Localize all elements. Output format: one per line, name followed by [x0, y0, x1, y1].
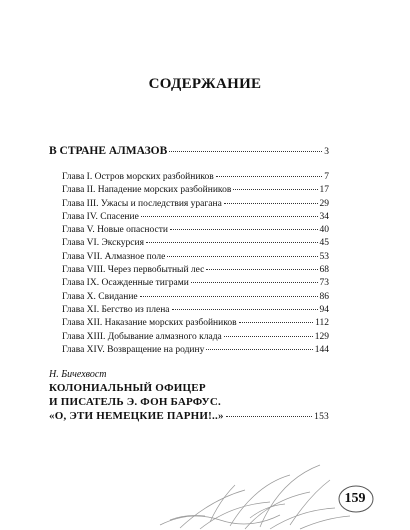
dot-leader	[167, 256, 317, 257]
chapter-entry[interactable]	[62, 212, 329, 225]
dot-leader	[169, 151, 322, 152]
chapter-page: 29	[319, 198, 329, 209]
chapter-page: 40	[319, 225, 329, 236]
chapter-label: Глава II. Нападение морских разбойников	[62, 185, 232, 196]
chapter-label: Глава XII. Наказание морских разбойников	[62, 318, 237, 329]
chapter-label: Глава IX. Осажденные тиграми	[62, 278, 189, 289]
dot-leader	[146, 242, 318, 243]
article-title-line: КОЛОНИАЛЬНЫЙ ОФИЦЕР	[49, 382, 206, 394]
dot-leader	[239, 322, 313, 323]
chapter-entry[interactable]	[62, 265, 329, 278]
section-label: В СТРАНЕ АЛМАЗОВ	[49, 145, 168, 157]
chapter-page: 17	[319, 185, 329, 196]
article-title-last-line	[49, 409, 329, 424]
chapter-entry[interactable]	[62, 278, 329, 291]
dot-leader	[206, 349, 312, 350]
decorative-grass-sketch	[150, 430, 410, 530]
chapter-label: Глава XIII. Добывание алмазного клада	[62, 331, 222, 342]
dot-leader	[233, 189, 317, 190]
chapter-page: 86	[319, 291, 329, 302]
chapter-entry[interactable]	[62, 252, 329, 265]
section-page: 3	[324, 147, 329, 157]
chapter-label: Глава IV. Спасение	[62, 211, 139, 222]
chapter-entry[interactable]	[62, 238, 329, 251]
chapter-page: 73	[319, 278, 329, 289]
chapter-entry[interactable]	[62, 345, 329, 358]
chapter-entry[interactable]	[62, 305, 329, 318]
chapter-label: Глава XI. Бегство из плена	[62, 304, 170, 315]
chapter-page: 34	[319, 211, 329, 222]
dot-leader	[172, 309, 318, 310]
article-entry[interactable]	[49, 381, 329, 424]
chapter-label: Глава VII. Алмазное поле	[62, 251, 166, 262]
chapter-page: 53	[319, 251, 329, 262]
page-title: СОДЕРЖАНИЕ	[148, 76, 262, 92]
chapter-entry[interactable]	[62, 172, 329, 185]
dot-leader	[224, 203, 318, 204]
article-author: Н. Бичехвост	[49, 369, 107, 380]
section-entry[interactable]	[49, 145, 329, 157]
chapter-page: 45	[319, 238, 329, 249]
chapter-page: 7	[324, 172, 329, 182]
dot-leader	[226, 416, 312, 417]
chapter-page: 144	[314, 344, 329, 355]
dot-leader	[140, 296, 318, 297]
chapter-list	[62, 172, 329, 358]
article-title-line: И ПИСАТЕЛЬ Э. ФОН БАРФУС.	[49, 396, 221, 408]
chapter-entry[interactable]	[62, 332, 329, 345]
chapter-page: 68	[319, 265, 329, 276]
chapter-entry[interactable]	[62, 292, 329, 305]
dot-leader	[216, 176, 322, 177]
chapter-label: Глава VIII. Через первобытный лес	[62, 265, 205, 276]
chapter-entry[interactable]	[62, 225, 329, 238]
article-page: 153	[314, 412, 329, 422]
chapter-label: Глава V. Новые опасности	[62, 225, 168, 236]
dot-leader	[141, 216, 318, 217]
chapter-label: Глава III. Ужасы и последствия урагана	[62, 198, 222, 209]
dot-leader	[170, 229, 318, 230]
chapter-label: Глава I. Остров морских разбойников	[62, 172, 214, 182]
chapter-page: 112	[315, 318, 329, 329]
chapter-entry[interactable]	[62, 199, 329, 212]
dot-leader	[206, 269, 317, 270]
page-number: 159	[344, 491, 366, 506]
chapter-entry[interactable]	[62, 318, 329, 331]
chapter-entry[interactable]	[62, 185, 329, 198]
dot-leader	[191, 282, 318, 283]
chapter-page: 94	[319, 304, 329, 315]
chapter-label: Глава VI. Экскурсия	[62, 238, 144, 249]
article-title-line: «О, ЭТИ НЕМЕЦКИЕ ПАРНИ!..»	[49, 410, 224, 422]
dot-leader	[224, 336, 313, 337]
chapter-label: Глава XIV. Возвращение на родину	[62, 344, 205, 355]
chapter-page: 129	[314, 331, 329, 342]
chapter-label: Глава X. Свидание	[62, 291, 138, 302]
